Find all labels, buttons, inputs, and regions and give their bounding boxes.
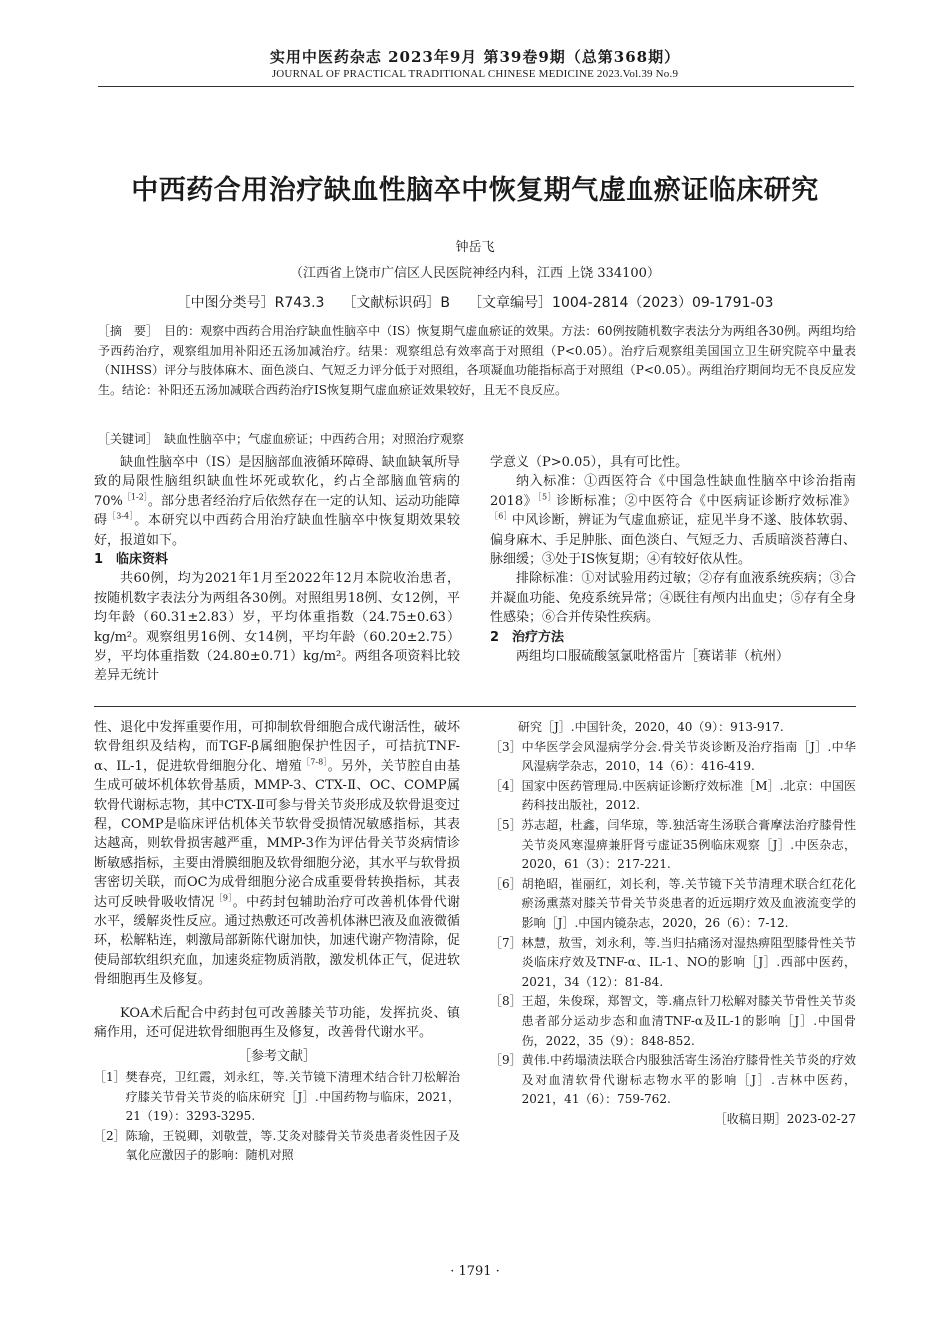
reference-number: ［9］ <box>490 1053 522 1068</box>
reference-item <box>490 1051 856 1110</box>
intro-text: 缺血性脑卒中（IS）是因脑部血液循环障碍、缺血缺氧所导致的局限性脑组织缺血性坏死或软化，约占全部脑血管病的70% <box>94 455 460 509</box>
document-code: ［文献标识码］B <box>342 295 451 311</box>
discussion-text-a: 性、退化中发挥重要作用，可抑制软骨细胞合成代谢活性，破坏软骨组织及结构，而TGF-β属细胞保护性因子，可拮抗TNF-α、IL-1，促进软骨细胞分化、增殖 <box>94 720 460 774</box>
reference-text: 陈瑜，王锐卿，刘敬萱，等.艾灸对膝骨关节炎患者炎性因子及氧化应激因子的影响：随机对照 <box>125 1128 460 1163</box>
citation: ［5］ <box>537 492 557 502</box>
treatment-paragraph: 两组均口服硫酸氢氯吡格雷片［赛诺菲（杭州） <box>516 649 790 665</box>
reference-text: 国家中医药管理局.中医病证诊断疗效标准［M］.北京：中国医药科技出版社，2012. <box>521 778 856 813</box>
conclusion-paragraph: KOA术后配合中药封包可改善膝关节功能，发挥抗炎、镇痛作用，还可促进软骨细胞再生及修复，改善骨代谢水平。 <box>94 1005 460 1041</box>
affiliation: （江西省上饶市广信区人民医院神经内科，江西 上饶 334100） <box>290 266 660 281</box>
section-number: 1 <box>94 552 104 568</box>
intro-text-end: 。本研究以中西药合用治疗缺血性脑卒中恢复期效果较好，报道如下。 <box>94 513 460 548</box>
keywords-text: 缺血性脑卒中；气虚血瘀证；中西药合用；对照治疗观察 <box>164 432 465 446</box>
section-number: 2 <box>490 629 500 645</box>
keywords-label: ［关键词］ <box>98 432 153 446</box>
abstract-text: 目的：观察中西药合用治疗缺血性脑卒中（IS）恢复期气虚血瘀证的效果。方法：60例按随机数字表法分为两组各30例。两组均给予西药治疗，观察组加用补阳还五汤加减治疗。结果：观察组总有效率高于对照组（P<0.05）。治疗后观察组美国国立卫生研究院卒中量表（NIHSS）评分与肢体麻木、面色淡白、气短乏力评分低于对照组，各项凝血功能指标高于对照组（P<0.05）。两组治疗期间均无不良反应发生。结论：补阳还五汤加减联合西药治疗IS恢复期气虚血瘀证效果较好，且无不良反应。 <box>98 324 856 397</box>
reference-text: 黄伟.中药塌渍法联合内服独活寄生汤治疗膝骨性关节炎的疗效及对血清软骨代谢标志物水平的影响［J］.吉林中医药，2021，41（6）：759-762. <box>521 1053 856 1107</box>
reference-number: ［4］ <box>490 778 522 793</box>
classification-line <box>0 292 950 312</box>
section-title: 临床资料 <box>116 552 169 568</box>
reference-number: ［2］ <box>94 1128 126 1143</box>
intro-text-mid: 。部分患者经治疗后依然存在一定的认知、运动功能障碍 <box>94 493 460 529</box>
inclusion-text-c: 中风诊断，辨证为气虚血瘀证，症见半身不遂、肢体软弱、偏身麻木、手足肿胀、面色淡白、气短乏力、舌质暗淡苔薄白、脉细缓；③处于IS恢复期；④有较好依从性。 <box>490 513 856 568</box>
reference-item <box>490 934 856 993</box>
reference-item <box>490 777 856 816</box>
section-title: 治疗方法 <box>512 629 565 645</box>
column-top-right <box>490 453 856 666</box>
reference-item <box>490 875 856 934</box>
reference-continued: 研究［J］.中国针灸，2020，40（9）：913-917. <box>518 720 784 734</box>
reference-text: 苏志超，杜鑫，闫华琼，等.独活寄生汤联合膏摩法治疗膝骨性关节炎风寒湿痹兼肝肾亏虚证35例临床观察［J］.中医杂志，2020，61（3）：217-221. <box>521 817 856 872</box>
column-top-left <box>94 453 460 686</box>
reference-number: ［5］ <box>490 817 522 832</box>
exclusion-criteria: 排除标准：①对试验用药过敏；②存有血液系统疾病；③合并凝血功能、免疫系统异常；④既往有颅内出血史；⑤存有全身性感染；⑥合并传染性疾病。 <box>490 571 856 626</box>
header-rule <box>98 86 854 87</box>
section-heading-2 <box>490 628 856 647</box>
reference-item <box>94 1127 460 1166</box>
section-divider <box>94 706 856 707</box>
references-heading: ［参考文献］ <box>237 1048 316 1064</box>
column-bottom-left <box>94 718 460 1166</box>
abstract <box>98 322 856 400</box>
reference-item <box>490 816 856 875</box>
citation: ［3-4］ <box>107 511 135 521</box>
discussion-paragraph <box>94 718 460 990</box>
reference-item <box>490 738 856 777</box>
discussion-text-c: 。中药封包辅助治疗可改善机体骨代谢水平，缓解炎性反应。通过热敷还可改善机体淋巴液及血液微循环，松解粘连，刺激局部新陈代谢加快，加速代谢产物清除，促使局部软组织充血，加速炎症物质消散，激发机体正气，促进软骨细胞再生及修复。 <box>94 894 460 988</box>
continued-text: 学意义（P>0.05），具有可比性。 <box>490 455 689 470</box>
reference-text: 中华医学会风湿病学分会.骨关节炎诊断及治疗指南［J］.中华风湿病学杂志，2010，14（6）：416-419. <box>521 739 856 774</box>
received-date: ［收稿日期］2023-02-27 <box>714 1111 856 1126</box>
article-number: ［文章编号］1004-2814（2023）09-1791-03 <box>468 295 774 311</box>
page-number: · 1791 · <box>450 1264 500 1279</box>
clinical-data-paragraph: 共60例，均为2021年1月至2022年12月本院收治患者，按随机数字表法分为两组各30例。对照组男18例、女12例，平均年龄（60.31±2.83）岁，平均体重指数（24.75±0.63）kg/m²。观察组男16例、女14例，平均年龄（60.20±2.75）岁，平均体重指数（24.80±0.71）kg/m²。两组各项资料比较差异无统计 <box>94 571 460 684</box>
abstract-label: ［摘 要］ <box>98 324 153 338</box>
reference-number: ［1］ <box>94 1069 126 1084</box>
reference-number: ［7］ <box>490 935 522 950</box>
section-heading-1 <box>94 550 460 569</box>
reference-item <box>94 1068 460 1127</box>
intro-paragraph <box>94 453 460 550</box>
inclusion-criteria <box>490 472 856 569</box>
citation: ［7-8］ <box>302 757 328 767</box>
inclusion-text-a: 纳入标准：①西医符合《中国急性缺血性脑卒中诊治指南2018》 <box>490 474 856 509</box>
reference-number: ［8］ <box>490 994 522 1009</box>
author: 钟岳飞 <box>455 240 495 255</box>
keywords <box>98 430 856 449</box>
column-bottom-right <box>490 718 856 1129</box>
discussion-text-b: 。另外，关节腔自由基生成可破坏机体软骨基质，MMP-3、CTX-Ⅱ、OC、COMP属软骨代谢标志物，其中CTX-Ⅱ可参与骨关节炎形成及软骨退变过程，COMP是临床评估机体关节软骨受损情况敏感指标，其表达越高，则软骨损害越严重，MMP-3作为评估骨关节炎病情诊断敏感指标，主要由滑膜细胞及软骨细胞分泌，其水平与软骨损害密切关联，而OC为成骨细胞分泌合成重要骨转换指标，其表达可反映骨吸收情况 <box>94 758 460 910</box>
journal-header-en: JOURNAL OF PRACTICAL TRADITIONAL CHINESE MEDICINE 2023.Vol.39 No.9 <box>271 68 679 80</box>
inclusion-text-b: 诊断标准；②中医符合《中医病证诊断疗效标准》 <box>556 493 856 509</box>
journal-header-cn: 实用中医药杂志 2023年9月 第39卷9期（总第368期） <box>269 48 681 66</box>
citation: ［1-2］ <box>122 492 148 502</box>
reference-text: 王超，朱俊琛，郑智文，等.痛点针刀松解对膝关节骨性关节炎患者部分运动步态和血清TNF-α及IL-1的影响［J］.中国骨伤，2022，35（9）：848-852. <box>521 994 856 1048</box>
reference-item <box>490 992 856 1051</box>
citation: ［9］ <box>214 893 233 903</box>
article-title: 中西药合用治疗缺血性脑卒中恢复期气虚血瘀证临床研究 <box>131 175 819 206</box>
clc-number: ［中图分类号］R743.3 <box>176 295 325 311</box>
reference-text: 胡艳昭，崔丽红，刘长利，等.关节镜下关节清理术联合红花化瘀汤熏蒸对膝关节骨关节炎患者的近远期疗效及血液流变学的影响［J］.中国内镜杂志，2020，26（6）：7-12. <box>521 876 856 930</box>
reference-text: 樊春亮，卫红霞，刘永红，等.关节镜下清理术结合针刀松解治疗膝关节骨关节炎的临床研究［J］.中国药物与临床，2021，21（19）：3293-3295. <box>125 1069 460 1124</box>
reference-number: ［3］ <box>490 739 522 754</box>
citation: ［6］ <box>490 511 512 521</box>
reference-text: 林慧，敖雪，刘永利，等.当归拈痛汤对湿热痹阻型膝骨性关节炎临床疗效及TNF-α、IL-1、NO的影响［J］.西部中医药，2021，34（12）：81-84. <box>521 935 856 989</box>
reference-number: ［6］ <box>490 876 522 891</box>
